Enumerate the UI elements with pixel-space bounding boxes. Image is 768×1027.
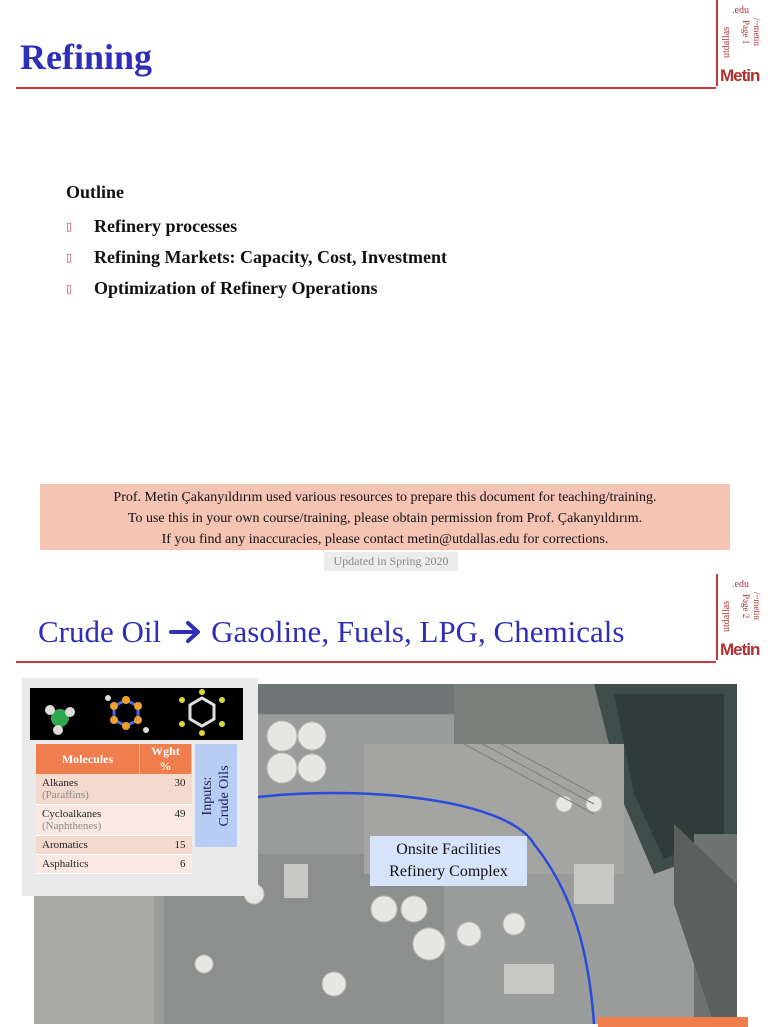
logo-user: /~metin [752, 18, 762, 46]
table-row [36, 774, 192, 805]
outline-list [66, 211, 447, 304]
molecule-cell [36, 855, 140, 874]
aromatic-molecule-icon [179, 689, 225, 736]
molecule-models-image [30, 688, 243, 740]
inputs-line: Crude Oils [217, 764, 232, 827]
right-arrow-icon [169, 619, 203, 645]
molecule-name: Cycloalkanes [42, 808, 102, 820]
table-header-molecules: Molecules [36, 744, 140, 774]
copyright-notice [40, 484, 730, 550]
weight-cell: 30 [140, 774, 192, 805]
molecule-models [30, 688, 243, 740]
title-divider [16, 661, 716, 663]
table-header-weight: Wght % [140, 744, 192, 774]
logo-mark: Metin [720, 640, 760, 659]
bullet-icon: ▯ [66, 220, 73, 233]
logo-domain: utdallas [721, 26, 732, 58]
onsite-line: Onsite Facilities [396, 841, 501, 858]
molecule-name: Aromatics [42, 839, 88, 851]
molecule-alias: (Naphthenes) [42, 820, 102, 832]
title-products: Gasoline, Fuels, LPG, Chemicals [211, 614, 625, 649]
outline-item-text: Refining Markets: Capacity, Cost, Investment [94, 247, 447, 267]
bullet-icon: ▯ [66, 251, 73, 264]
notice-line: If you find any inaccuracies, please contact metin@utdallas.edu for corrections. [161, 532, 609, 547]
logo-page: Page 1 [741, 20, 751, 45]
onsite-facilities-label [370, 836, 527, 886]
molecule-alias: (Paraffins) [42, 789, 89, 801]
weight-cell: 49 [140, 805, 192, 836]
outline-item [66, 273, 447, 304]
table-row [36, 855, 192, 874]
logo-mark: Metin [720, 66, 760, 85]
onsite-line: Refinery Complex [389, 863, 508, 880]
inputs-text [199, 765, 233, 826]
outputs-label-edge [598, 1017, 748, 1027]
logo-domain: utdallas [721, 600, 732, 632]
notice-line: Prof. Metin Çakanyıldırım used various resources to prepare this document for teaching/training. [113, 490, 657, 505]
logo-vertical-text [716, 576, 766, 634]
molecule-cell [36, 805, 140, 836]
slide1-title: Refining [20, 37, 153, 77]
utdallas-logo [716, 0, 768, 86]
logo-tld: .edu [732, 5, 749, 16]
molecule-name: Asphaltics [42, 858, 89, 870]
updated-label: Updated in Spring 2020 [324, 552, 458, 571]
logo-vertical-text [716, 2, 766, 60]
outline-item [66, 211, 447, 242]
outline-heading: Outline [66, 182, 125, 202]
weight-cell: 6 [140, 855, 192, 874]
table-row [36, 836, 192, 855]
molecule-weight-table [36, 744, 192, 874]
utdallas-logo [716, 574, 768, 660]
molecule-cell [36, 836, 140, 855]
outline-item [66, 242, 447, 273]
slide2-title [38, 614, 624, 650]
bullet-icon: ▯ [66, 282, 73, 295]
molecule-name: Alkanes [42, 777, 79, 789]
weight-cell: 15 [140, 836, 192, 855]
outline-item-text: Optimization of Refinery Operations [94, 278, 378, 298]
inputs-line: Inputs: [200, 776, 215, 815]
logo-tld: .edu [732, 579, 749, 590]
title-crude-oil: Crude Oil [38, 614, 162, 649]
title-divider [16, 87, 716, 89]
molecule-cell [36, 774, 140, 805]
inputs-label [195, 744, 237, 847]
outline-item-text: Refinery processes [94, 216, 238, 236]
alkane-molecule-icon [45, 705, 75, 735]
logo-page: Page 2 [741, 594, 751, 619]
logo-user: /~metin [752, 592, 762, 620]
notice-line: To use this in your own course/training, please obtain permission from Prof. Çakanyıldırım. [127, 511, 643, 526]
table-row [36, 805, 192, 836]
